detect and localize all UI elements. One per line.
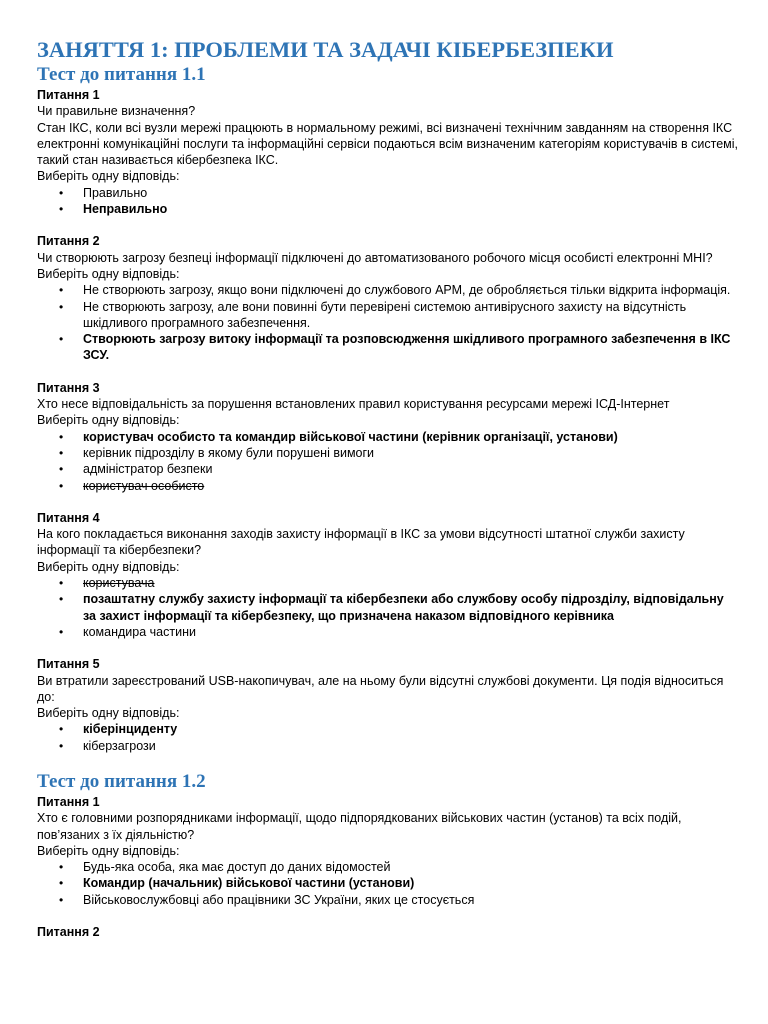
answer-option [59,575,738,591]
answer-prompt: Виберіть одну відповідь: [37,169,180,184]
question-block [37,510,738,640]
bullet-icon: • [59,299,64,314]
bullet-icon: • [59,592,64,607]
question-text: Стан ІКС, коли всі вузли мережі працюють в нормальному режимі, всі визначені технічним завданням на створення ІКС електронні комунікаційні послуги та інформаційні сервіси подаються всім визначеним категоріям користувачів в системі, такий стан називається кібербезпека ІКС. [37,120,739,168]
bullet-icon: • [59,860,64,875]
answer-list [37,575,738,640]
bullet-icon: • [59,738,64,753]
question-text: Ви втратили зареєстрований USB-накопичувач, але на ньому були відсутні службові документи. Ця подія відноситься до: [37,673,724,704]
answer-text: позаштатну службу захисту інформації та кібербезпеки або службову особу підрозділу, відповідальну за захист інформації та кібербезпеку, що призначена наказом відповідного керівника [83,592,724,623]
bullet-icon: • [59,624,64,639]
answer-text: Військовослужбовці або працівники ЗС України, яких це стосується [83,892,475,907]
answer-option [59,201,738,217]
question-block [37,794,738,908]
question-block [37,233,738,363]
answer-text: кіберінциденту [83,722,178,737]
answer-option [59,478,738,494]
answer-prompt: Виберіть одну відповідь: [37,706,180,721]
answer-text: користувач особисто [83,478,205,493]
answer-text: командира частини [83,624,196,639]
answer-list [37,429,738,494]
question-title: Питання 3 [37,380,100,395]
bullet-icon: • [59,576,64,591]
question-title: Питання 1 [37,88,100,102]
question-text: Хто несе відповідальність за порушення встановлених правил користування ресурсами мережі ІСД-Інтернет [37,397,670,412]
question-title: Питання 2 [37,925,100,940]
question-text: Чи правильне визначення? [37,104,196,119]
bullet-icon: • [59,876,64,891]
answer-prompt: Виберіть одну відповідь: [37,559,180,574]
answer-prompt: Виберіть одну відповідь: [37,266,180,281]
sections-container [37,63,738,940]
question-block [37,924,738,940]
section-heading: Тест до питання 1.1 [37,64,206,85]
answer-text: Командир (начальник) військової частини (установи) [83,876,415,891]
bullet-icon: • [59,185,64,200]
answer-list [37,859,738,908]
answer-text: користувач особисто та командир військової частини (керівник організації, установи) [83,429,618,444]
answer-option [59,299,738,332]
question-title: Питання 5 [37,657,100,672]
answer-option [59,185,738,201]
question-text: На кого покладається виконання заходів захисту інформації в ІКС за умови відсутності штатної служби захисту інформації та кібербезпеки? [37,527,685,558]
answer-text: Будь-яка особа, яка має доступ до даних відомостей [83,860,391,875]
answer-text: Не створюють загрозу, але вони повинні бути перевірені системою антивірусного захисту на відсутність шкідливого програмного забезпечення. [83,299,687,330]
question-title: Питання 1 [37,794,100,809]
test-section [37,63,738,754]
bullet-icon: • [59,202,64,217]
answer-text: Неправильно [83,202,168,217]
test-section [37,770,738,940]
bullet-icon: • [59,892,64,907]
answer-prompt: Виберіть одну відповідь: [37,413,180,428]
answer-option [59,875,738,891]
bullet-icon: • [59,283,64,298]
question-block [37,87,738,217]
question-text: Чи створюють загрозу безпеці інформації підключені до автоматизованого робочого місця особисті електронні МНІ? [37,250,713,265]
answer-option [59,738,738,754]
question-text: Хто є головними розпорядниками інформації, щодо підпорядкованих військових частин (установ) та всіх подій, пов’язаних з їх діяльністю? [37,811,682,842]
answer-option [59,892,738,908]
bullet-icon: • [59,478,64,493]
answer-text: кіберзагрози [83,738,156,753]
answer-text: Створюють загрозу витоку інформації та розповсюдження шкідливого програмного забезпечення в ІКС ЗСУ. [83,332,731,363]
bullet-icon: • [59,722,64,737]
answer-option [59,461,738,477]
question-block [37,380,738,494]
answer-option [59,445,738,461]
answer-prompt: Виберіть одну відповідь: [37,843,180,858]
answer-option [59,331,738,364]
answer-text: адміністратор безпеки [83,462,213,477]
page-title: ЗАНЯТТЯ 1: ПРОБЛЕМИ ТА ЗАДАЧІ КІБЕРБЕЗПЕКИ [37,37,614,62]
bullet-icon: • [59,332,64,347]
answer-option [59,624,738,640]
question-block [37,656,738,754]
answer-text: Не створюють загрозу, якщо вони підключені до службового АРМ, де обробляється тільки відкрита інформація. [83,283,731,298]
answer-option [59,429,738,445]
bullet-icon: • [59,462,64,477]
answer-option [59,282,738,298]
answer-list [37,185,738,218]
answer-option [59,859,738,875]
answer-option [59,591,738,624]
answer-list [37,721,738,754]
answer-list [37,282,738,363]
bullet-icon: • [59,445,64,460]
section-heading: Тест до питання 1.2 [37,770,206,792]
question-title: Питання 2 [37,234,100,249]
bullet-icon: • [59,429,64,444]
answer-text: Правильно [83,185,148,200]
question-title: Питання 4 [37,510,100,525]
answer-option [59,721,738,737]
answer-text: керівник підрозділу в якому були порушені вимоги [83,445,375,460]
answer-text: користувача [83,576,155,591]
